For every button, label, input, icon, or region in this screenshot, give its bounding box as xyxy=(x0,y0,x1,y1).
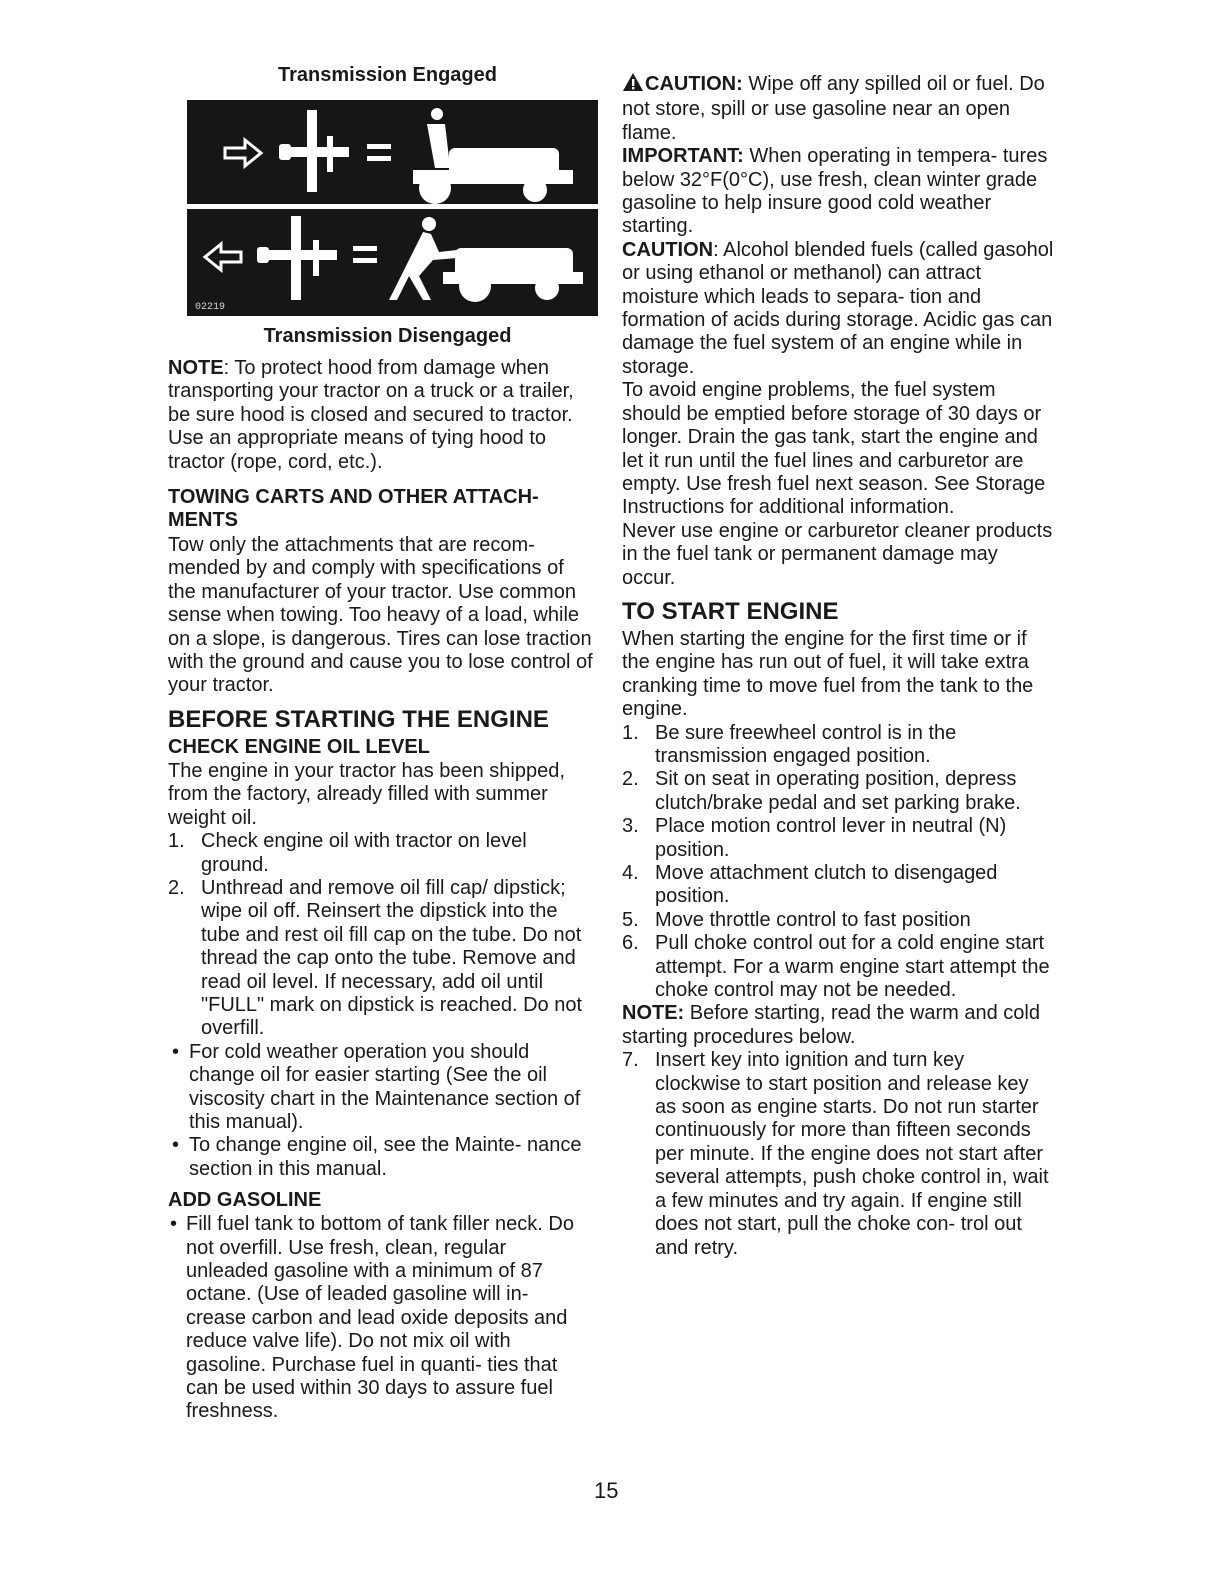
warning-triangle-icon xyxy=(622,72,644,98)
caution-paragraph xyxy=(622,72,1054,145)
list-item: 7. Insert key into ignition and turn key clockwise to start position and release key as soon as engine starts. Do not run starter continuously for more than fifteen seconds per minute. If the engine does not start after several attempts, push choke control in, wait a few minutes and try again. If engine still does not start, pull the choke con- trol out and retry. xyxy=(622,1049,1049,1259)
list-item: • To change engine oil, see the Mainte- nance section in this manual. xyxy=(172,1134,582,1180)
list-item: 3. Place motion control lever in neutral (N) position. xyxy=(622,815,1007,861)
gas-bullets-list xyxy=(168,1213,593,1424)
figure-top-label: Transmission Engaged xyxy=(278,64,497,86)
towing-text: Tow only the attachments that are recom- mended by and comply with specifications of the manufacturer of your tractor. Use common sense when towing. Too heavy of a load, while on a slope, is dangerous. Tires can lose traction with the ground and cause you to lose control of your tractor. xyxy=(168,534,593,697)
caution2-text: : Alcohol blended fuels (called gasohol or using ethanol or methanol) can attract moisture which leads to separa- tion and formation of acids during storage. Acidic gas can damage the fuel system of an engine while in storage. xyxy=(622,238,1054,378)
list-item: 2. Sit on seat in operating position, depress clutch/brake pedal and set parking brake. xyxy=(622,768,1021,814)
list-item: 4. Move attachment clutch to disengaged position. xyxy=(622,862,998,908)
never-paragraph: Never use engine or carburetor cleaner products in the fuel tank or permanent damage may occur. xyxy=(622,519,1053,589)
list-item: • Fill fuel tank to bottom of tank filler neck. Do not overfill. Use fresh, clean, regular unleaded gasoline with a minimum of 87 octane. (Use of leaded gasoline will in- crease carbon and lead oxide deposits and reduce valve life). Do not mix oil with gasoline. Purchase fuel in quanti- ties that can be used within 30 days to assure fuel freshness. xyxy=(170,1213,574,1423)
avoid-paragraph: To avoid engine problems, the fuel system should be emptied before storage of 30 days or longer. Drain the gas tank, start the engine and let it run until the fuel lines and carburetor are empty. Use fresh fuel next season. See Storage Instructions for additional information. xyxy=(622,379,1046,519)
page-number: 15 xyxy=(594,1478,619,1503)
add-gasoline-heading: ADD GASOLINE xyxy=(168,1189,322,1212)
list-item: 2. Unthread and remove oil fill cap/ dipstick; wipe oil off. Reinsert the dipstick into the tube and rest oil fill cap on the tube. Do not thread the cap onto the tube. Remove and read oil level. If necessary, add oil until "FULL" mark on dipstick is reached. Do not overfill. xyxy=(168,876,583,1040)
caution-text: Wipe off any spilled oil or fuel. Do not store, spill or use gasoline near an open flame. xyxy=(622,73,1045,144)
caution-label: CAUTION: xyxy=(645,73,743,95)
list-item: 1. Check engine oil with tractor on level ground. xyxy=(168,830,527,876)
note2-label: NOTE: xyxy=(622,1002,685,1025)
caution2-label: CAUTION xyxy=(622,238,714,261)
oil-bullets-list xyxy=(168,1041,593,1181)
transmission-diagram xyxy=(187,100,598,316)
caution2-paragraph xyxy=(622,239,1054,379)
oil-steps-list xyxy=(168,830,593,1041)
list-item: 6. Pull choke control out for a cold engine start attempt. For a warm engine start attempt the choke control may not be needed. xyxy=(622,932,1050,1002)
panel-divider xyxy=(187,204,598,209)
list-item: • For cold weather operation you should change oil for easier starting (See the oil viscosity chart in the Maintenance section of this manual). xyxy=(172,1040,581,1133)
list-item: 5. Move throttle control to fast position xyxy=(622,908,971,931)
list-item: 1. Be sure freewheel control is in the transmission engaged position. xyxy=(622,721,957,767)
figure-code: 02219 xyxy=(195,302,226,313)
before-starting-heading: BEFORE STARTING THE ENGINE xyxy=(168,705,549,733)
oil-intro: The engine in your tractor has been shipped, from the factory, already filled with summer weight oil. xyxy=(168,759,565,829)
right-column xyxy=(622,72,1054,1260)
transmission-figure xyxy=(187,100,598,316)
note-label: NOTE xyxy=(168,357,224,379)
important-text: When operating in tempera- tures below 32°F(0°C), use fresh, clean winter grade gasoline to help insure good cold weather starting. xyxy=(622,145,1048,238)
important-paragraph xyxy=(622,145,1054,239)
note-paragraph xyxy=(168,357,593,474)
start-steps-list-2 xyxy=(622,1049,1054,1260)
note-text: : To protect hood from damage when transporting your tractor on a truck or a trailer, be sure hood is closed and secured to tractor. Use an appropriate means of tying hood to tractor (rope, cord, etc.). xyxy=(168,357,574,473)
start-engine-heading: TO START ENGINE xyxy=(622,597,839,625)
towing-heading: TOWING CARTS AND OTHER ATTACH- MENTS xyxy=(168,486,539,532)
check-oil-heading: CHECK ENGINE OIL LEVEL xyxy=(168,735,430,758)
start-intro: When starting the engine for the first time or if the engine has run out of fuel, it will take extra cranking time to move fuel from the tank to the engine. xyxy=(622,627,1034,721)
left-column xyxy=(168,62,593,1424)
note2-paragraph xyxy=(622,1002,1054,1049)
important-label: IMPORTANT: xyxy=(622,145,744,168)
figure-bottom-label: Transmission Disengaged xyxy=(263,325,512,347)
note2-text: Before starting, read the warm and cold starting procedures below. xyxy=(622,1002,1040,1048)
start-steps-list xyxy=(622,722,1054,1003)
